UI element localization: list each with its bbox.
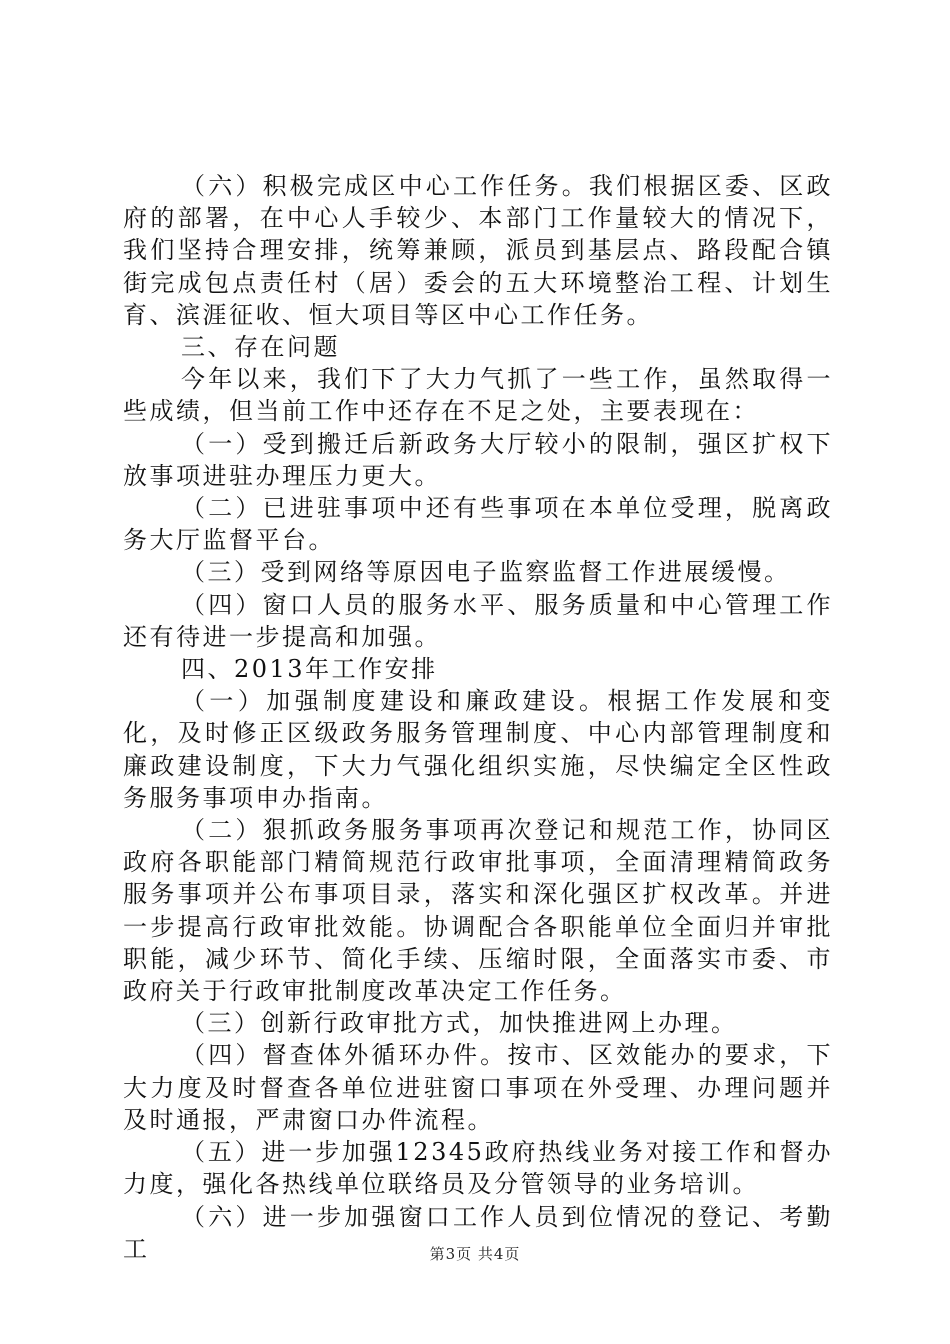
page-footer: 第3页 共4页: [429, 1245, 521, 1263]
paragraph-plan-two: （二）狠抓政务服务事项再次登记和规范工作，协同区政府各职能部门精简规范行政审批事项，全面清理精简政务服务事项并公布事项目录，落实和深化强区扩权改革。并进一步提高行政审批效能。协调配合各职能单位全面归并审批职能，减少环节、简化手续、压缩时限，全面落实市委、市政府关于行政审批制度改革决定工作任务。: [123, 816, 833, 1006]
section-heading-plan: 四、2013年工作安排: [181, 655, 438, 684]
paragraph-problem-two: （二）已进驻事项中还有些事项在本单位受理，脱离政务大厅监督平台。: [123, 494, 833, 555]
paragraph-plan-three: （三）创新行政审批方式，加快推进网上办理。: [181, 1009, 738, 1038]
paragraph-plan-five: （五）进一步加强12345政府热线业务对接工作和督办力度，强化各热线单位联络员及分管领导的业务培训。: [123, 1138, 833, 1199]
paragraph-plan-one: （一）加强制度建设和廉政建设。根据工作发展和变化，及时修正区级政务服务管理制度、中心内部管理制度和廉政建设制度，下大力气强化组织实施，尽快编定全区性政务服务事项申办指南。: [123, 687, 833, 812]
paragraph-problem-four: （四）窗口人员的服务水平、服务质量和中心管理工作还有待进一步提高和加强。: [123, 590, 833, 651]
paragraph-problem-three: （三）受到网络等原因电子监察监督工作进展缓慢。: [181, 558, 791, 587]
paragraph-plan-six: （六）进一步加强窗口工作人员到位情况的登记、考勤工: [123, 1202, 833, 1263]
paragraph-task-six: （六）积极完成区中心工作任务。我们根据区委、区政府的部署，在中心人手较少、本部门工作量较大的情况下，我们坚持合理安排，统筹兼顾，派员到基层点、路段配合镇街完成包点责任村（居）委会的五大环境整治工程、计划生育、滨涯征收、恒大项目等区中心工作任务。: [123, 172, 833, 329]
paragraph-plan-four: （四）督查体外循环办件。按市、区效能办的要求，下大力度及时督查各单位进驻窗口事项在外受理、办理问题并及时通报，严肃窗口办件流程。: [123, 1041, 833, 1134]
paragraph-problems-intro: 今年以来，我们下了大力气抓了一些工作，虽然取得一些成绩，但当前工作中还存在不足之处，主要表现在：: [123, 365, 833, 426]
paragraph-problem-one: （一）受到搬迁后新政务大厅较小的限制，强区扩权下放事项进驻办理压力更大。: [123, 429, 833, 490]
document-body: [123, 170, 833, 1265]
section-heading-problems: 三、存在问题: [181, 333, 340, 362]
